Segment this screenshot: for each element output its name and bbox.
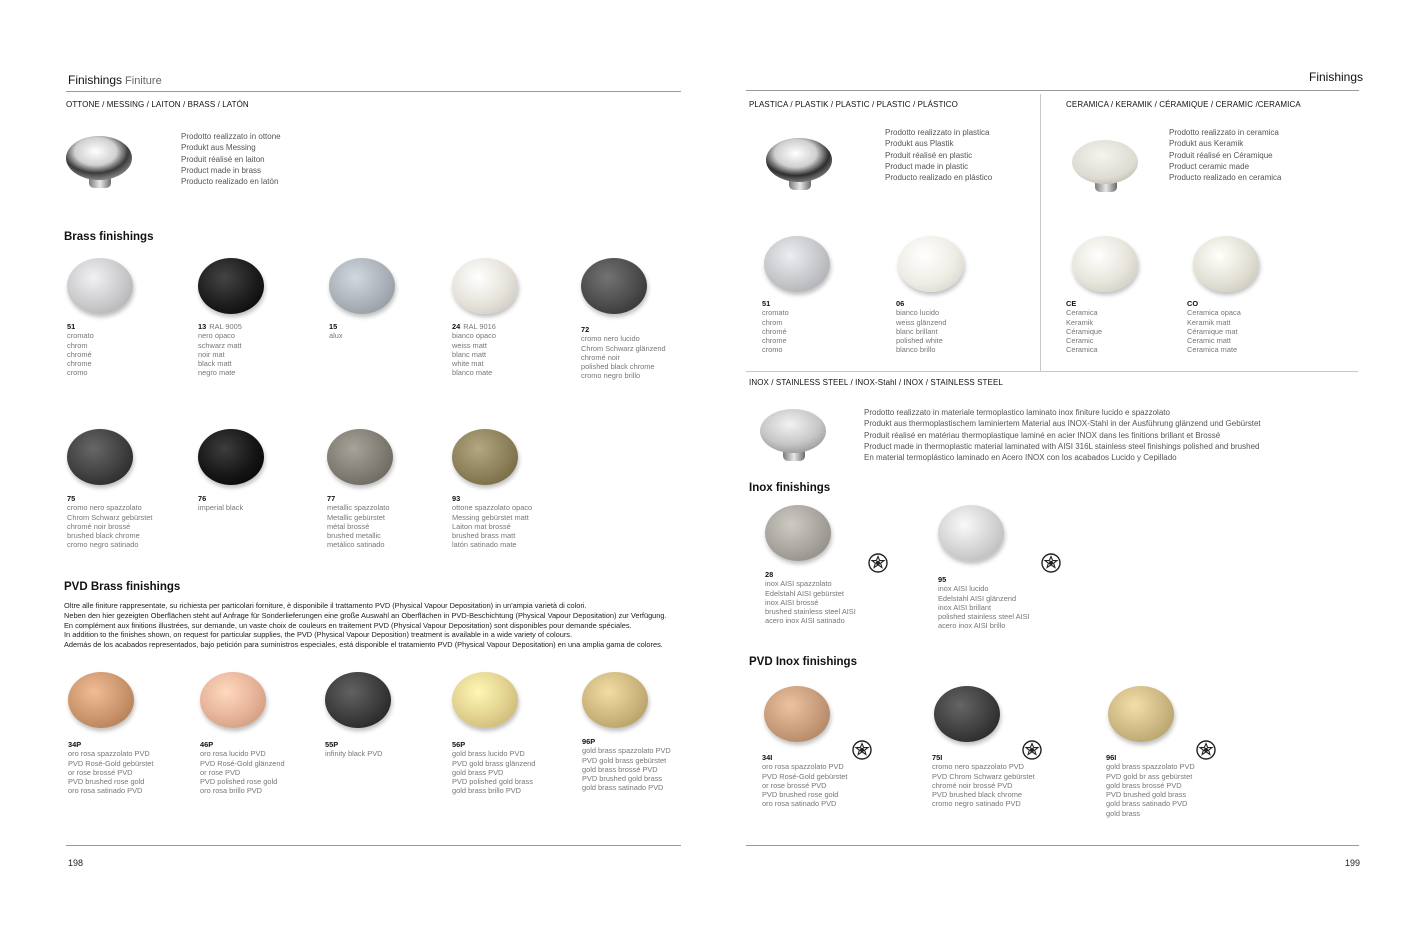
finish-code: 75I (932, 753, 943, 762)
finish-swatch-46p (200, 672, 266, 728)
finish-name-line: PVD Rosé-Gold glänzend (200, 758, 285, 768)
finish-name-line: chrom (67, 340, 88, 350)
finish-label (762, 299, 892, 355)
finish-code: 28 (765, 570, 774, 579)
finish-code-line (198, 494, 328, 503)
finish-name-line: Céramique mat (1187, 326, 1238, 336)
desc-line: Produit réalisé en Céramique (1169, 150, 1273, 160)
paragraph-line: Neben den hier gezeigten Oberflächen steht auf Anfrage für Sonderlieferungen eine große Auswahl an Oberflächen in PVD-Beschichtung (Physical Vapour Depositation) zur Verfügung. (64, 610, 667, 620)
finish-name-line: cromo negro brillo (581, 371, 641, 381)
finish-name-line: oro rosa spazzolato PVD (68, 749, 150, 759)
finish-name-line: oro rosa satinado PVD (68, 786, 143, 796)
finish-name-line: brushed black chrome (67, 531, 140, 541)
finish-name-line: PVD gold br ass gebürstet (1106, 771, 1193, 781)
finish-name-line: chrome (762, 336, 787, 346)
finish-name-line: cromo negro satinado (67, 540, 139, 550)
finish-name-line: gold brass lucido PVD (452, 749, 525, 759)
finish-name-line: Chrom Schwarz gebürstet (67, 512, 153, 522)
finish-swatch-51 (764, 236, 830, 292)
paragraph-line: En complément aux finitions illustrées, sur demande, un vaste choix de couleurs en traitement PVD (Physical Vapour Depositation) sont disponibles pour demande spéciales. (64, 620, 632, 630)
finish-name-line: Keramik (1066, 317, 1094, 327)
finish-code: 72 (581, 325, 590, 334)
finish-name-line: cromo nero spazzolato PVD (932, 762, 1025, 772)
finish-label (198, 322, 328, 378)
finish-swatch-96i (1108, 686, 1174, 742)
inox-finishings-heading: Inox finishings (749, 482, 831, 494)
finish-code-line (452, 494, 582, 503)
finish-swatch-75i (934, 686, 1000, 742)
desc-line: Product made in plastic (885, 161, 969, 171)
paragraph-line: Además de los acabados representados, bajo petición para suministros especiales, está disponible el tratamiento PVD (Physical Vapour Depositation) en una amplia gama de colores. (64, 640, 663, 650)
finish-name-line: acero inox AISI satinado (765, 616, 845, 626)
finish-name-line: metallic spazzolato (327, 503, 390, 513)
desc-line: Produit réalisé en matériau thermoplastique laminé en acier INOX dans les finitions brillant et Brossé (864, 430, 1221, 440)
desc-line: Produkt aus Plastik (885, 139, 954, 149)
finish-code-line (325, 740, 455, 749)
finish-label (67, 322, 197, 378)
finish-name-line: weiss matt (452, 340, 487, 350)
title-main: Finishings (68, 73, 123, 87)
finish-name-line: gold brass PVD (452, 767, 504, 777)
finish-code: 15 (329, 322, 338, 331)
finish-label (1066, 299, 1199, 355)
finish-code-line (896, 299, 1026, 308)
plastic-section-header: PLASTICA / PLASTIK / PLASTIC / PLASTIC / PLÁSTICO (749, 100, 958, 109)
finish-swatch-34i (764, 686, 830, 742)
finish-code-line (582, 737, 712, 746)
finish-name-line: brushed brass matt (452, 531, 516, 541)
finish-label (762, 753, 892, 809)
inox-knob-image (758, 405, 828, 465)
finish-swatch-56p (452, 672, 518, 728)
inox-product-desc (864, 407, 1261, 463)
finish-name-line: oro rosa spazzolato PVD (762, 762, 844, 772)
finish-name-line: Chrom Schwarz glänzend (581, 343, 666, 353)
finish-swatch-96p (582, 672, 648, 728)
finish-label (581, 325, 711, 381)
desc-line: Product made in thermoplastic material laminated with AISI 316L stainless steel finishings polished and brushed (864, 441, 1260, 451)
brass-product-desc (181, 131, 281, 187)
page-number-right: 199 (1345, 858, 1361, 868)
finish-label (329, 322, 459, 341)
finish-code-line (329, 322, 459, 331)
finish-name-line: chromé noir (581, 352, 621, 362)
finish-name-line: chrome (67, 359, 92, 369)
finish-label (68, 740, 198, 796)
divider (746, 371, 1358, 372)
certification-star-icon (852, 740, 872, 760)
finish-label (938, 575, 1068, 631)
finish-name-line: gold brass brillo PVD (452, 786, 522, 796)
certification-star-icon (868, 553, 888, 573)
desc-line: En material termoplástico laminado en Acero INOX con los acabados Lucido y Cepillado (864, 453, 1177, 463)
finish-code: 76 (198, 494, 207, 503)
finish-name-line: cromo (67, 368, 88, 378)
finish-swatch-51 (67, 258, 133, 314)
desc-line: Prodotto realizzato in ceramica (1169, 128, 1279, 137)
finish-name-line: alux (329, 331, 343, 341)
desc-line: Product ceramic made (1169, 161, 1250, 171)
finish-code: 95 (938, 575, 947, 584)
plastic-knob-image (764, 134, 834, 194)
finish-label (452, 740, 582, 796)
finish-name-line: PVD polished gold brass (452, 777, 533, 787)
finish-code-line (1066, 299, 1199, 308)
finish-swatch-co (1193, 236, 1259, 292)
finish-name-line: latón satinado mate (452, 540, 517, 550)
left-page-title (68, 73, 162, 87)
pvd-brass-heading: PVD Brass finishings (64, 581, 181, 593)
desc-line: Prodotto realizzato in ottone (181, 132, 281, 141)
paragraph-line: In addition to the finishes shown, on request for particular supplies, the PVD (Physical Vapour Deposition) treatment is available in a wide variety of colours. (64, 630, 573, 640)
right-page-title: Finishings (1309, 70, 1364, 84)
finish-name-line: métal brossé (327, 521, 370, 531)
finish-swatch-06 (898, 236, 964, 292)
column-divider (1040, 94, 1041, 371)
finish-name-line: PVD brushed rose gold (762, 790, 839, 800)
finish-name-line: gold brass brossé PVD (1106, 780, 1182, 790)
finish-name-line: blanc matt (452, 349, 487, 359)
finish-swatch-93 (452, 429, 518, 485)
pvd-inox-heading: PVD Inox finishings (749, 656, 857, 668)
finish-code: 34I (762, 753, 773, 762)
finish-name-line: polished black chrome (581, 362, 655, 372)
finish-name-line: Edelstahl AISI gebürstet (765, 588, 844, 598)
finish-swatch-75 (67, 429, 133, 485)
finish-code-line (198, 322, 328, 331)
finish-name-line: Messing gebürstet matt (452, 512, 529, 522)
finish-name-line: noir mat (198, 349, 225, 359)
finish-name-line: cromo (762, 345, 783, 355)
finish-name-line: Ceramica (1066, 345, 1098, 355)
finish-swatch-24 (452, 258, 518, 314)
finish-name-line: chromé noir brossé PVD (932, 780, 1013, 790)
finish-swatch-ce (1072, 236, 1138, 292)
desc-line: Produkt aus Keramik (1169, 139, 1244, 149)
finish-name-line: Ceramica (1066, 308, 1098, 318)
finish-name-line: gold brass brossé PVD (582, 764, 658, 774)
finish-name-line: brushed stainless steel AISI (765, 607, 856, 617)
finish-code: 93 (452, 494, 461, 503)
finish-ral: RAL 9005 (209, 322, 242, 331)
finish-name-line: PVD Rosé-Gold gebürstet (68, 758, 154, 768)
finish-code-line (581, 325, 711, 334)
finish-code-line (762, 753, 892, 762)
finish-name-line: weiss glänzend (896, 317, 947, 327)
finish-label (198, 494, 328, 513)
finish-name-line: gold brass (1106, 808, 1141, 818)
finish-label (325, 740, 455, 759)
certification-star-icon (1022, 740, 1042, 760)
finish-name-line: Ceramica mate (1187, 345, 1238, 355)
finish-swatch-77 (327, 429, 393, 485)
finish-name-line: ottone spazzolato opaco (452, 503, 533, 513)
finish-swatch-34p (68, 672, 134, 728)
desc-line: Producto realizado en latón (181, 177, 279, 187)
finish-name-line: chromé (67, 349, 92, 359)
finish-name-line: polished stainless steel AISI (938, 612, 1030, 622)
finish-name-line: cromato (67, 331, 94, 341)
finish-ral: RAL 9016 (463, 322, 496, 331)
ceramic-knob-image (1070, 136, 1140, 196)
finish-label (765, 570, 895, 626)
finish-name-line: nero opaco (198, 331, 235, 341)
divider (746, 90, 1359, 91)
finish-code-line (1106, 753, 1236, 762)
finish-code-line (762, 299, 892, 308)
finish-code: 13 (198, 322, 207, 331)
finish-name-line: PVD polished rose gold (200, 777, 278, 787)
finish-name-line: inox AISI brossé (765, 597, 819, 607)
finish-name-line: Ceramic (1066, 336, 1094, 346)
certification-star-icon (1041, 553, 1061, 573)
certification-star-icon (1196, 740, 1216, 760)
desc-line: Produit réalisé en laiton (181, 154, 265, 164)
desc-line: Produkt aus Messing (181, 143, 256, 153)
desc-line: Produkt aus thermoplastischem laminiertem Material aus INOX-Stahl in der Ausführung glänzend und Gebürstet (864, 419, 1261, 429)
finish-name-line: white mat (452, 359, 484, 369)
finish-name-line: inox AISI brillant (938, 602, 991, 612)
finish-name-line: PVD brushed black chrome (932, 790, 1022, 800)
pvd-paragraph (64, 601, 684, 650)
finish-code-line (68, 740, 198, 749)
finish-name-line: gold brass spazzolato PVD (1106, 762, 1195, 772)
finish-code-line (67, 322, 197, 331)
finish-name-line: cromato (762, 308, 789, 318)
paragraph-line: Oltre alle finiture rappresentate, su richiesta per particolari forniture, è disponibile il trattamento PVD (Physical Vapour Depositation) in un'ampia varietà di colori. (64, 601, 587, 610)
finish-name-line: Edelstahl AISI glänzend (938, 593, 1017, 603)
finish-name-line: black matt (198, 359, 232, 369)
brass-section-header: OTTONE / MESSING / LAITON / BRASS / LATÓN (66, 100, 249, 109)
finish-label (327, 494, 457, 550)
finish-name-line: cromo nero lucido (581, 334, 640, 344)
desc-line: Produit réalisé en plastic (885, 150, 973, 160)
finish-name-line: PVD gold brass glänzend (452, 758, 536, 768)
finish-name-line: inox AISI lucido (938, 584, 989, 594)
finish-label (200, 740, 330, 796)
finish-swatch-72 (581, 258, 647, 314)
finish-label (932, 753, 1062, 809)
finish-name-line: Ceramic matt (1187, 336, 1231, 346)
finish-code-line (1187, 299, 1317, 308)
finish-code: 34P (68, 740, 82, 749)
page-number-left: 198 (68, 858, 84, 868)
brass-finishings-heading: Brass finishings (64, 231, 154, 243)
finish-swatch-13 (198, 258, 264, 314)
finish-name-line: Metallic gebürstet (327, 512, 385, 522)
finish-code-line (932, 753, 1062, 762)
finish-label (582, 737, 712, 793)
finish-name-line: PVD brushed rose gold (68, 777, 145, 787)
finish-label (452, 494, 582, 550)
finish-swatch-28 (765, 505, 831, 561)
finish-name-line: Laiton mat brossé (452, 521, 511, 531)
desc-line: Prodotto realizzato in materiale termoplastico laminato inox finiture lucido e spazzolato (864, 408, 1170, 417)
finish-code: 75 (67, 494, 76, 503)
finish-name-line: Ceramica opaca (1187, 308, 1241, 318)
title-sub: Finiture (125, 75, 162, 87)
desc-line: Producto realizado en ceramica (1169, 173, 1282, 183)
finish-code: 55P (325, 740, 339, 749)
finish-code: 77 (327, 494, 336, 503)
finish-name-line: inox AISI spazzolato (765, 579, 832, 589)
footer-divider (66, 845, 681, 846)
finish-code-line (452, 740, 582, 749)
finish-name-line: chrom (762, 317, 783, 327)
finish-name-line: gold brass satinado PVD (582, 783, 664, 793)
finish-name-line: metálico satinado (327, 540, 385, 550)
finish-name-line: PVD brushed gold brass (1106, 790, 1187, 800)
finish-code: CE (1066, 299, 1077, 308)
finish-swatch-15 (329, 258, 395, 314)
finish-name-line: blanc brillant (896, 326, 938, 336)
finish-name-line: PVD brushed gold brass (582, 774, 663, 784)
footer-divider (746, 845, 1359, 846)
finish-name-line: blanco brillo (896, 345, 936, 355)
finish-name-line: chromé (762, 326, 787, 336)
finish-swatch-76 (198, 429, 264, 485)
finish-code-line (67, 494, 197, 503)
finish-name-line: acero inox AISI brillo (938, 621, 1006, 631)
finish-code-line (938, 575, 1068, 584)
finish-name-line: polished white (896, 336, 943, 346)
finish-name-line: oro rosa brillo PVD (200, 786, 263, 796)
ceramic-section-header: CERAMICA / KERAMIK / CÉRAMIQUE / CERAMIC /CERAMICA (1066, 100, 1301, 109)
finish-name-line: blanco mate (452, 368, 493, 378)
finish-swatch-55p (325, 672, 391, 728)
finish-code-line (327, 494, 457, 503)
finish-name-line: bianco lucido (896, 308, 940, 318)
finish-code: 06 (896, 299, 905, 308)
finish-name-line: chromé noir brossé (67, 521, 131, 531)
finish-name-line: imperial black (198, 503, 244, 513)
finish-label (452, 322, 582, 378)
desc-line: Producto realizado en plástico (885, 173, 993, 183)
finish-code-line (452, 322, 582, 331)
finish-code: 56P (452, 740, 466, 749)
finish-name-line: PVD Rosé-Gold gebürstet (762, 771, 848, 781)
finish-swatch-95 (938, 505, 1004, 561)
brass-knob-image (64, 132, 134, 192)
finish-name-line: Céramique (1066, 326, 1103, 336)
finish-code-line (200, 740, 330, 749)
finish-code: 96P (582, 737, 596, 746)
desc-line: Product made in brass (181, 165, 262, 175)
finish-name-line: or rose PVD (200, 767, 241, 777)
plastic-product-desc (885, 127, 992, 183)
finish-name-line: PVD gold brass gebürstet (582, 755, 667, 765)
inox-section-header: INOX / STAINLESS STEEL / INOX-Stahl / INOX / STAINLESS STEEL (749, 378, 1003, 387)
finish-code: 24 (452, 322, 461, 331)
finish-name-line: or rose brossé PVD (68, 767, 133, 777)
finish-name-line: infinity black PVD (325, 749, 383, 759)
finish-name-line: schwarz matt (198, 340, 242, 350)
finish-code: 51 (762, 299, 771, 308)
ceramic-product-desc (1169, 127, 1282, 183)
finish-label (1106, 753, 1236, 818)
finish-label (1187, 299, 1317, 355)
finish-name-line: bianco opaco (452, 331, 496, 341)
divider (66, 91, 681, 92)
finish-code: 96I (1106, 753, 1117, 762)
finish-code: 51 (67, 322, 76, 331)
finish-name-line: gold brass spazzolato PVD (582, 746, 671, 756)
finish-name-line: Keramik matt (1187, 317, 1231, 327)
finish-name-line: negro mate (198, 368, 236, 378)
finish-name-line: oro rosa lucido PVD (200, 749, 266, 759)
finish-name-line: PVD Chrom Schwarz gebürstet (932, 771, 1035, 781)
finish-name-line: cromo negro satinado PVD (932, 799, 1021, 809)
finish-name-line: gold brass satinado PVD (1106, 799, 1188, 809)
finish-name-line: oro rosa satinado PVD (762, 799, 837, 809)
desc-line: Prodotto realizzato in plastica (885, 128, 990, 137)
finish-code: CO (1187, 299, 1199, 308)
finish-name-line: cromo nero spazzolato (67, 503, 142, 513)
finish-name-line: brushed metallic (327, 531, 381, 541)
finish-code: 46P (200, 740, 214, 749)
finish-label (896, 299, 1026, 355)
finish-label (67, 494, 197, 550)
finish-name-line: or rose brossé PVD (762, 780, 827, 790)
